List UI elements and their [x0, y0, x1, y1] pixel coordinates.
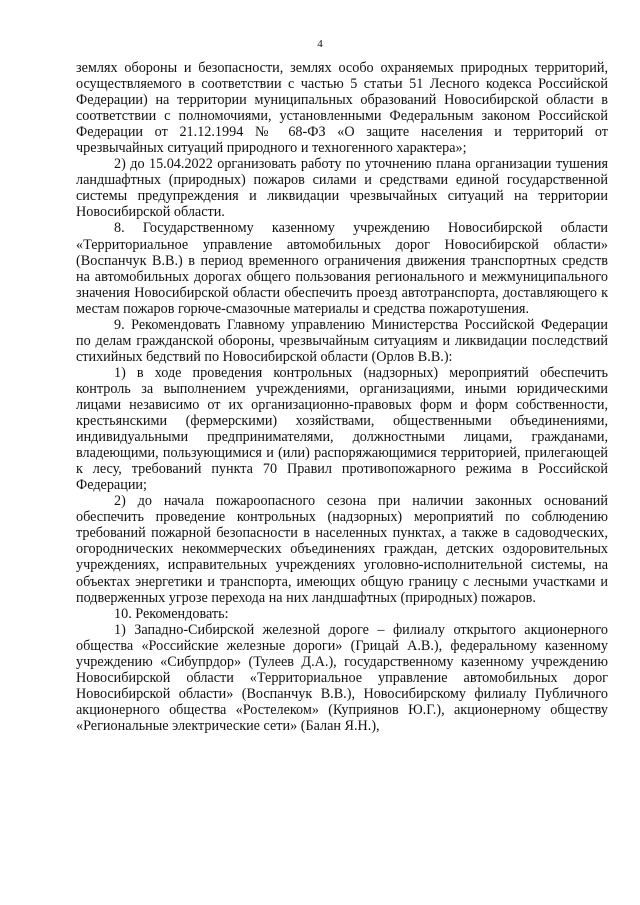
- paragraph-clause-10-item-1: 1) Западно-Сибирской железной дороге – филиалу открытого акционерного общества «Российские железные дороги» (Грицай А.В.), федеральному казенному учреждению «Сибупрдор» (Тулеев Д.А.), государственному казенному учреждению Новосибирской области «Территориальное управление автомобильных дорог Новосибирской области» (Воспанчук В.В.), Новосибирскому филиалу Публичного акционерного общества «Ростелеком» (Куприянов Ю.Г.), акционерному обществу «Региональные электрические сети» (Балан Я.Н.),: [76, 621, 608, 734]
- document-body: [76, 60, 608, 734]
- paragraph-clause-9-item-1: 1) в ходе проведения контрольных (надзорных) мероприятий обеспечить контроль за выполнением учреждениями, организациями, иными юридическими лицами независимо от их организационно-правовых форм и форм собственности, крестьянскими (фермерскими) хозяйствами, общественными объединениями, индивидуальными предпринимателями, должностными лицами, гражданами, владеющими, пользующимися и (или) распоряжающимися территорией, прилегающей к лесу, требований пункта 70 Правил противопожарного режима в Российской Федерации;: [76, 364, 608, 494]
- paragraph-clause-9: 9. Рекомендовать Главному управлению Министерства Российской Федерации по делам гражданской обороны, чрезвычайным ситуациям и ликвидации последствий стихийных бедствий по Новосибирской области (Орлов В.В.):: [76, 316, 608, 365]
- page-number: 4: [317, 38, 323, 50]
- paragraph-clause-8: 8. Государственному казенному учреждению Новосибирской области «Территориальное управление автомобильных дорог Новосибирской области» (Воспанчук В.В.) в период временного ограничения движения транспортных средств на автомобильных дорогах общего пользования регионального и межмуниципального значения Новосибирской области обеспечить проезд автотранспорта, доставляющего к местам пожаров горюче-смазочные материалы и средства пожаротушения.: [76, 220, 608, 317]
- paragraph-item-2: 2) до 15.04.2022 организовать работу по уточнению плана организации тушения ландшафтных (природных) пожаров силами и средствами единой государственной системы предупреждения и ликвидации чрезвычайных ситуаций на территории Новосибирской области.: [76, 156, 608, 221]
- paragraph-continuation: землях обороны и безопасности, землях особо охраняемых природных территорий, осуществляемого в соответствии с частью 5 статьи 51 Лесного кодекса Российской Федерации) на территории муниципальных образований Новосибирской области в соответствии с полномочиями, установленными Федеральным законом Российской Федерации от 21.12.1994 № 68-ФЗ «О защите населения и территорий от чрезвычайных ситуаций природного и техногенного характера»;: [76, 60, 608, 157]
- paragraph-clause-10: 10. Рекомендовать:: [114, 605, 229, 622]
- paragraph-clause-9-item-2: 2) до начала пожароопасного сезона при наличии законных оснований обеспечить проведение контрольных (надзорных) мероприятий по соблюдению требований пожарной безопасности в населенных пунктах, а также в садоводческих, огороднических некоммерческих объединениях граждан, детских оздоровительных учреждениях, исправительных учреждениях уголовно-исполнительной системы, на объектах энергетики и транспорта, имеющих общую границу с лесными участками и подверженных угрозе перехода на них ландшафтных (природных) пожаров.: [76, 493, 608, 606]
